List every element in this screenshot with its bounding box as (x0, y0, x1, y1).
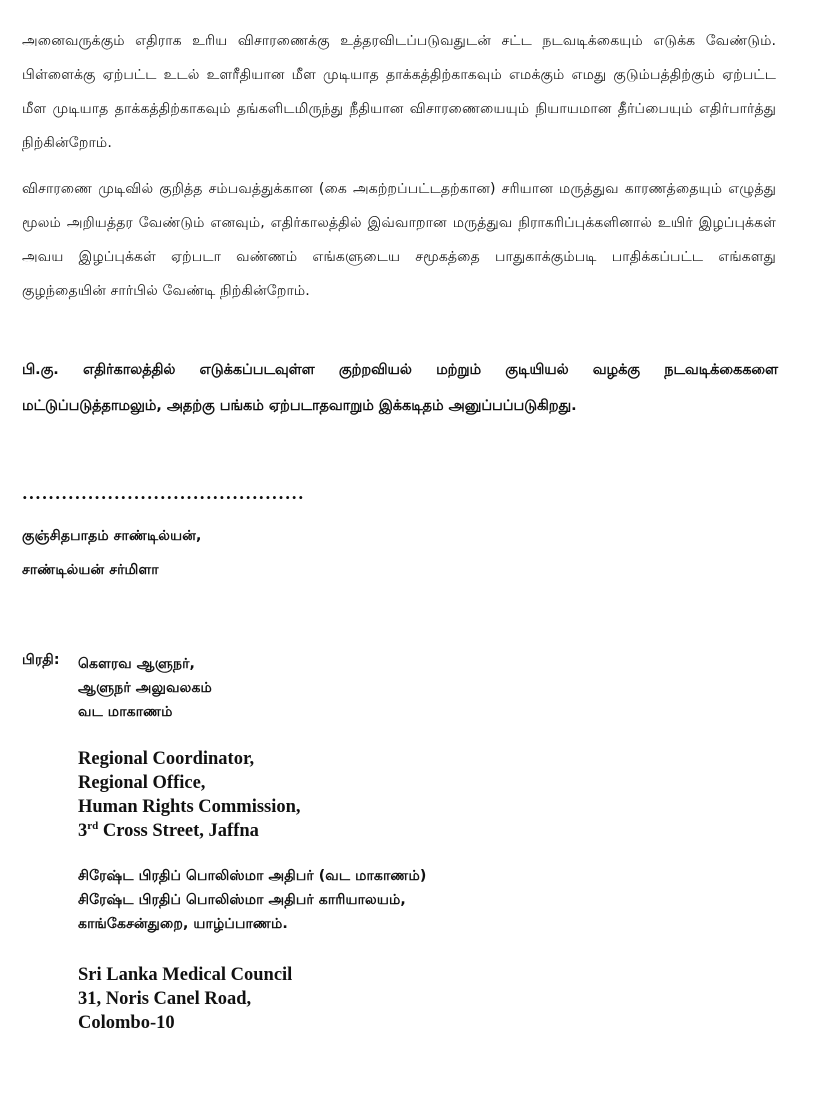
recipient-governor (78, 652, 212, 724)
recipient-line: கௌரவ ஆளுநர், (78, 656, 195, 672)
signer-name-2: சாண்டில்யன் சர்மிளா (22, 562, 159, 578)
recipient-line: சிரேஷ்ட பிரதிப் பொலிஸ்மா அதிபர் (வட மாகாணம்) (78, 868, 427, 884)
street-number: 3 (78, 821, 88, 841)
body-paragraph-1: அனைவருக்கும் எதிராக உரிய விசாரணைக்கு உத்தரவிடப்படுவதுடன் சட்ட நடவடிக்கையும் எடுக்க வேண்டும். பிள்ளைக்கு ஏற்பட்ட உடல் உளரீதியான மீள முடியாத தாக்கத்திற்காகவும் எமக்கும் எமது குடும்பத்திற்கும் ஏற்பட்ட மீள முடியாத தாக்கத்திற்காகவும் தங்களிடமிருந்து நீதியான விசாரணையையும் நியாயமான தீர்ப்பையும் எதிர்பார்த்து நிற்கின்றோம். (22, 33, 776, 151)
postscript-note: பி.கு. எதிர்காலத்தில் எடுக்கப்படவுள்ள குற்றவியல் மற்றும் குடியியல் வழக்கு நடவடிக்கைகளை மட்டுப்படுத்தாமலும், அதற்கு பங்கம் ஏற்படாதவாறும் இக்கடிதம் அனுப்பப்படுகிறது. (22, 362, 778, 414)
recipient-line: Regional Coordinator, (78, 749, 255, 769)
ordinal-suffix: rd (87, 820, 99, 832)
signature-line: ........................................... (22, 484, 305, 503)
recipient-line: வட மாகாணம் (78, 704, 173, 720)
body-paragraph-2: விசாரணை முடிவில் குறித்த சம்பவத்துக்கான (கை அகற்றப்பட்டதற்கான) சரியான மருத்துவ காரணத்தையும் எழுத்து மூலம் அறியத்தர வேண்டும் எனவும், எதிர்காலத்தில் இவ்வாறான மருத்துவ நிராகரிப்புக்களினால் உயிர் இழப்புக்கள் அவய இழப்புக்கள் ஏற்படா வண்ணம் எங்களுடைய சமூகத்தை பாதுகாக்கும்படி பாதிக்கப்பட்ட எங்களது குழந்தையின் சார்பில் வேண்டி நிற்கின்றோம். (22, 181, 776, 299)
recipient-human-rights-commission (78, 747, 301, 843)
recipient-police (78, 864, 426, 936)
street-name: Cross Street, Jaffna (98, 821, 259, 841)
recipient-address-line (78, 819, 301, 843)
recipient-line: 31, Noris Canel Road, (78, 989, 252, 1009)
recipient-line: Sri Lanka Medical Council (78, 965, 293, 985)
recipient-line: காங்கேசன்துறை, யாழ்ப்பாணம். (78, 916, 288, 932)
recipient-line: Human Rights Commission, (78, 797, 301, 817)
recipient-line: Regional Office, (78, 773, 206, 793)
copy-to-label: பிரதி: (22, 652, 60, 668)
recipient-line: Colombo-10 (78, 1013, 175, 1033)
signer-name-1: குஞ்சிதபாதம் சாண்டில்யன், (22, 528, 202, 544)
recipient-line: ஆளுநர் அலுவலகம் (78, 680, 212, 696)
recipient-line: சிரேஷ்ட பிரதிப் பொலிஸ்மா அதிபர் காரியாலயம், (78, 892, 406, 908)
recipient-medical-council (78, 963, 292, 1035)
